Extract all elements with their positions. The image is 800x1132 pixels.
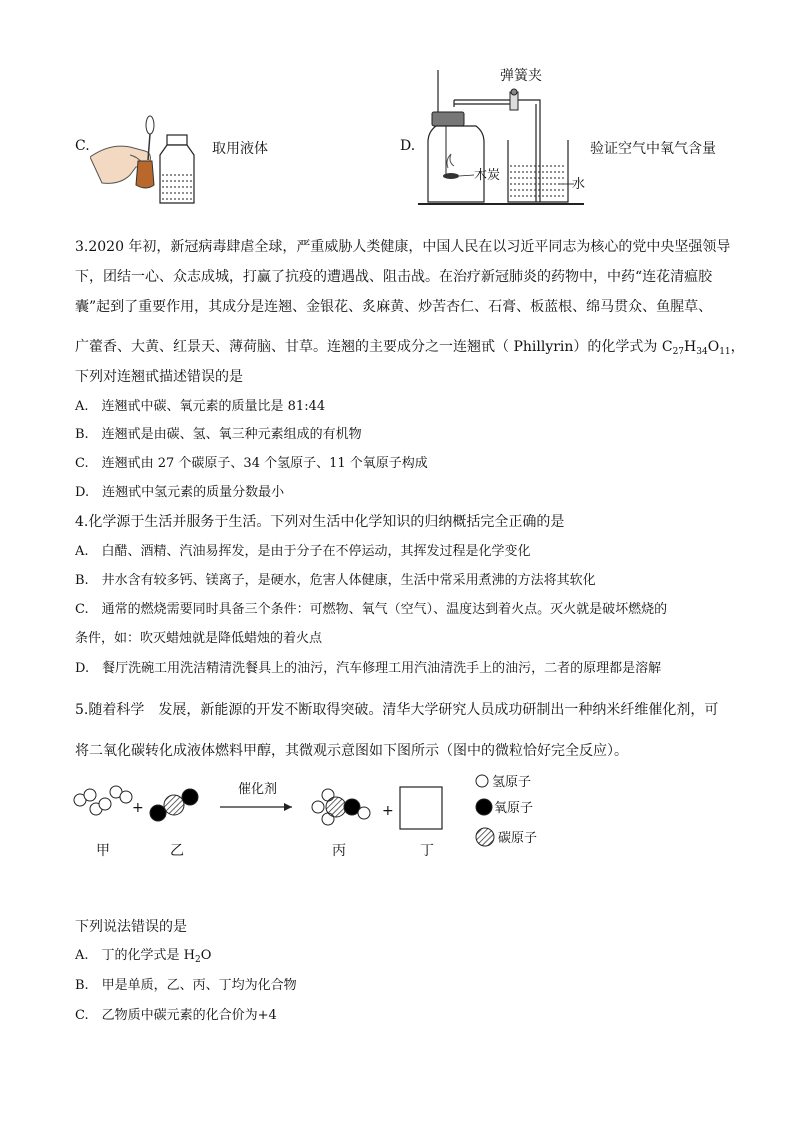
- q5-option-a-end: O: [200, 948, 212, 963]
- option-d-caption: 验证空气中氧气含量: [590, 141, 716, 157]
- q4-option-a: A. 白醋、酒精、汽油易挥发，是由于分子在不停运动，其挥发过程是化学变化: [75, 544, 531, 559]
- q5-option-b: B. 甲是单质，乙、丙、丁均为化合物: [75, 978, 297, 993]
- q3-line-1: 3.2020 年初，新冠病毒肆虐全球，严重威胁人类健康，中国人民在以习近平同志为核心的党中央坚强领导: [75, 239, 731, 255]
- formula-h-subscript: 34: [696, 347, 708, 357]
- q4-stem: 4.化学源于生活并服务于生活。下列对生活中化学知识的归纳概括完全正确的是: [75, 514, 565, 530]
- q3-option-c: C. 连翘甙由 27 个碳原子、34 个氢原子、11 个氧原子构成: [75, 456, 428, 471]
- q5-line-1: 5.随着科学 发展，新能源的开发不断取得突破。清华大学研究人员成功研制出一种纳米纤维催化剂，可: [75, 702, 719, 718]
- legend-h-label: 氢原子: [492, 775, 532, 790]
- clamp-label: 弹簧夹: [500, 68, 542, 84]
- q5-line-2: 将二氧化碳转化成液体燃料甲醇，其微观示意图如下图所示（图中的微粒恰好完全反应）。: [75, 743, 628, 759]
- water-label: 水: [572, 177, 586, 192]
- q3-line-5: 下列对连翘甙描述错误的是: [75, 369, 243, 385]
- q3-option-b: B. 连翘甙是由碳、氢、氧三种元素组成的有机物: [75, 427, 362, 442]
- charcoal-label: 木炭: [474, 168, 501, 183]
- ding-label: 丁: [420, 843, 434, 859]
- option-c-caption: 取用液体: [212, 141, 268, 157]
- bing-label: 丙: [332, 843, 346, 859]
- q5-option-a: [75, 947, 211, 969]
- option-d-letter: D.: [400, 138, 416, 154]
- jia-molecules: [74, 786, 132, 815]
- formula-h: H: [684, 339, 697, 355]
- q3-option-d: D. 连翘甙中氢元素的质量分数最小: [75, 485, 285, 500]
- option-c-letter: C.: [75, 138, 90, 154]
- h2o-subscript: 2: [195, 955, 201, 965]
- q4-option-d: D. 餐厅洗碗工用洗洁精清洗餐具上的油污，汽车修理工用汽油清洗手上的油污，二者的原理都是溶解: [75, 661, 662, 676]
- q3-line-2: 下，团结一心、众志成城，打赢了抗疫的遭遇战、阻击战。在治疗新冠肺炎的药物中，中药“连花清瘟胶: [75, 269, 713, 285]
- catalyst-label: 催化剂: [238, 782, 278, 797]
- formula-end: ，: [730, 339, 745, 355]
- legend-c-label: 碳原子: [498, 831, 538, 846]
- formula-o: O: [707, 339, 720, 355]
- plus-2: +: [382, 803, 394, 819]
- oxygen-content-apparatus: [418, 62, 586, 212]
- q3-line-4: [75, 338, 745, 361]
- q3-option-a: A. 连翘甙中碳、氧元素的质量比是 81:44: [75, 399, 326, 414]
- jia-label: 甲: [96, 843, 110, 859]
- yi-molecule: [150, 789, 198, 821]
- ding-box: [400, 787, 442, 829]
- q4-option-c-line-2: 条件，如：吹灭蜡烛就是降低蜡烛的着火点: [75, 631, 323, 646]
- plus-1: +: [132, 800, 144, 816]
- q3-line-3: 囊”起到了重要作用，其成分是连翘、金银花、炙麻黄、炒苦杏仁、石膏、板蓝根、绵马贯众、鱼腥草、: [75, 299, 713, 315]
- q5-option-c: C. 乙物质中碳元素的化合价为+4: [75, 1008, 277, 1023]
- q3-line-4-text: 广藿香、大黄、红景天、薄荷脑、甘草。连翘的主要成分之一连翘甙（ Phillyrin）的化学式为 C: [75, 339, 673, 355]
- formula-o-subscript: 11: [719, 347, 731, 357]
- q5-stem-2: 下列说法错误的是: [75, 919, 187, 935]
- q5-option-a-text: A. 丁的化学式是 H: [75, 948, 195, 963]
- legend-o-label: 氧原子: [494, 801, 534, 816]
- formula-c-subscript: 27: [672, 347, 685, 357]
- q4-option-c-line-1: C. 通常的燃烧需要同时具备三个条件：可燃物、氧气（空气）、温度达到着火点。灭火就是破坏燃烧的: [75, 602, 668, 617]
- bing-molecule: [312, 789, 370, 825]
- liquid-taking-illustration: [90, 105, 210, 205]
- yi-label: 乙: [170, 843, 184, 859]
- q4-option-b: B. 井水含有较多钙、镁离子，是硬水，危害人体健康，生活中常采用煮沸的方法将其软化: [75, 573, 596, 588]
- reaction-micro-diagram: [70, 765, 590, 865]
